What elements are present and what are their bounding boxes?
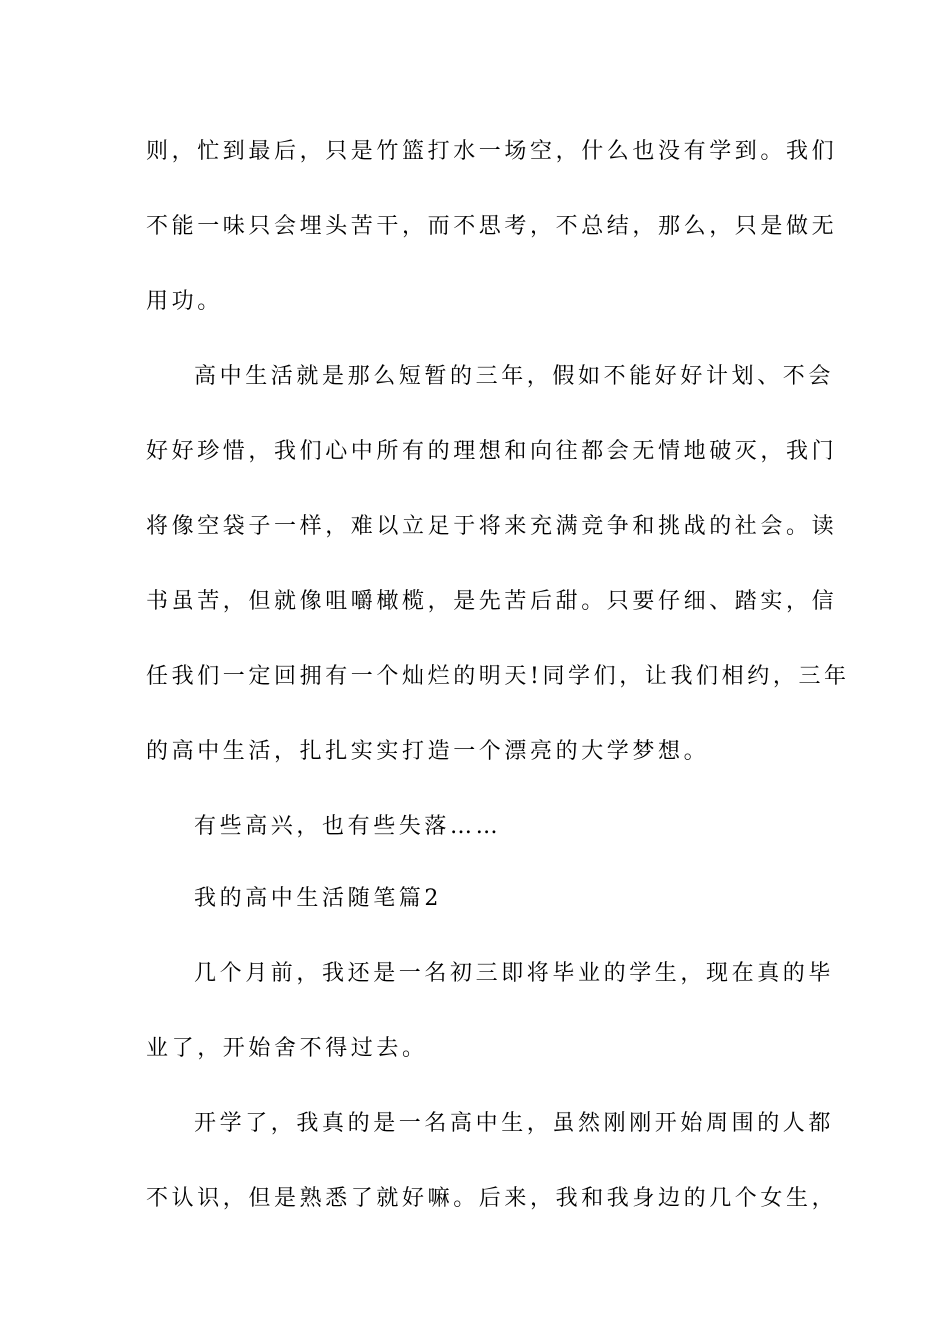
text-line: 则，忙到最后，只是竹篮打水一场空，什么也没有学到。我们 bbox=[146, 139, 838, 164]
text-line: 书虽苦，但就像咀嚼橄榄，是先苦后甜。只要仔细、踏实，信 bbox=[146, 589, 838, 614]
section-heading: 我的高中生活随笔篇2 bbox=[194, 886, 442, 911]
paragraph-start: 有些高兴，也有些失落…… bbox=[194, 814, 502, 839]
text-line: 将像空袋子一样，难以立足于将来充满竞争和挑战的社会。读 bbox=[146, 514, 838, 539]
text-line: 任我们一定回拥有一个灿烂的明天!同学们，让我们相约，三年 bbox=[146, 664, 850, 689]
text-line: 用功。 bbox=[146, 289, 223, 314]
paragraph-start: 高中生活就是那么短暂的三年，假如不能好好计划、不会 bbox=[194, 364, 835, 389]
text-line: 不认识，但是熟悉了就好嘛。后来，我和我身边的几个女生， bbox=[146, 1186, 838, 1211]
paragraph-start: 几个月前，我还是一名初三即将毕业的学生，现在真的毕 bbox=[194, 961, 835, 986]
text-line: 不能一味只会埋头苦干，而不思考，不总结，那么，只是做无 bbox=[146, 214, 838, 239]
text-line: 的高中生活，扎扎实实打造一个漂亮的大学梦想。 bbox=[146, 739, 710, 764]
paragraph-start: 开学了，我真的是一名高中生，虽然刚刚开始周围的人都 bbox=[194, 1111, 835, 1136]
text-line: 业了，开始舍不得过去。 bbox=[146, 1036, 428, 1061]
text-line: 好好珍惜，我们心中所有的理想和向往都会无情地破灭，我门 bbox=[146, 439, 838, 464]
